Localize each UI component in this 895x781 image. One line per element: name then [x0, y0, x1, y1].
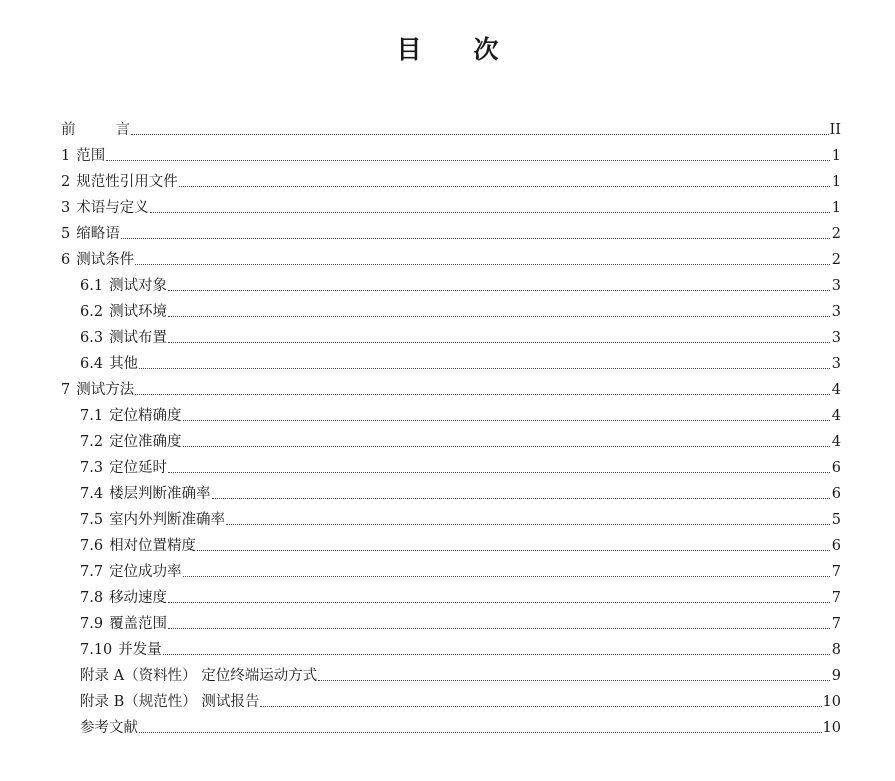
toc-entry-page-number: 3 [831, 330, 841, 346]
toc-entry[interactable] [61, 530, 841, 556]
toc-entry-text: 测试条件 [76, 252, 135, 268]
toc-entry-page-number: 8 [831, 642, 841, 658]
toc-entry-text: 测试方法 [76, 382, 135, 398]
toc-entry[interactable] [61, 478, 841, 504]
toc-entry-page-number: 2 [831, 226, 841, 242]
toc-entry-number: 6.1 [80, 278, 104, 294]
toc-entry-page-number: 6 [831, 538, 841, 554]
toc-entry-label [80, 536, 196, 556]
toc-leader-dots [135, 264, 830, 265]
toc-leader-dots [197, 550, 830, 551]
toc-entry-label [61, 172, 178, 192]
toc-entry-number: 1 [61, 148, 71, 164]
toc-entry-text: 前 [61, 122, 76, 138]
toc-entry-page-number: 7 [831, 616, 841, 632]
toc-entry-page-number: 1 [831, 174, 841, 190]
toc-entry-label [80, 484, 211, 504]
toc-leader-dots [318, 680, 830, 681]
toc-leader-dots [106, 160, 830, 161]
toc-entry[interactable] [61, 452, 841, 478]
toc-entry-text: 室内外判断准确率 [109, 512, 226, 528]
toc-entry-label [61, 146, 105, 166]
toc-entry-text: 缩略语 [76, 226, 120, 242]
toc-entry[interactable] [61, 556, 841, 582]
toc-leader-dots [168, 342, 830, 343]
toc-entry-number: 7.6 [80, 538, 104, 554]
toc-entry-number: 6.4 [80, 356, 104, 372]
toc-entry-label [61, 250, 134, 270]
toc-entry-text: 移动速度 [109, 590, 168, 606]
toc-leader-dots [168, 290, 830, 291]
toc-entry[interactable] [61, 114, 841, 140]
toc-entry-page-number: 10 [822, 720, 841, 736]
toc-entry[interactable] [61, 582, 841, 608]
toc-entry-label [61, 198, 149, 218]
toc-entry-number: 6.2 [80, 304, 104, 320]
toc-entry-label [61, 224, 120, 244]
toc-entry-text: 测试对象 [109, 278, 168, 294]
toc-entry-page-number: 9 [831, 668, 841, 684]
toc-entry-label [80, 718, 138, 738]
toc-entry[interactable] [61, 322, 841, 348]
toc-entry-text: 定位精确度 [109, 408, 182, 424]
toc-leader-dots [139, 732, 822, 733]
toc-entry-page-number: 1 [831, 148, 841, 164]
toc-entry[interactable] [61, 426, 841, 452]
toc-entry-text: 范围 [76, 148, 106, 164]
toc-entry[interactable] [61, 192, 841, 218]
toc-entry-label [80, 354, 138, 374]
toc-entry-number: 6 [61, 252, 71, 268]
toc-leader-dots [168, 602, 830, 603]
toc-entry-page-number: 6 [831, 486, 841, 502]
toc-leader-dots [131, 134, 829, 135]
toc-entry-text: 参考文献 [80, 720, 138, 736]
toc-entry-number: 7.5 [80, 512, 104, 528]
toc-entry-page-number: 5 [831, 512, 841, 528]
toc-entry-page-number: 4 [831, 382, 841, 398]
toc-entry-number: 7.2 [80, 434, 104, 450]
toc-entry-number: 3 [61, 200, 71, 216]
toc-entry-number: 7.9 [80, 616, 104, 632]
toc-entry-text: 楼层判断准确率 [109, 486, 211, 502]
toc-entry-label [80, 510, 225, 530]
toc-leader-dots [168, 316, 830, 317]
toc-entry-text: 定位延时 [109, 460, 168, 476]
toc-entry[interactable] [61, 504, 841, 530]
toc-leader-dots [226, 524, 830, 525]
toc-entry-page-number: 4 [831, 434, 841, 450]
toc-entry-page-number: 1 [831, 200, 841, 216]
toc-entry-page-number: 4 [831, 408, 841, 424]
toc-entry-number: 7.1 [80, 408, 104, 424]
toc-entry[interactable] [61, 140, 841, 166]
toc-entry-number: 7.4 [80, 486, 104, 502]
toc-entry-number: 7 [61, 382, 71, 398]
toc-entry-number: 5 [61, 226, 71, 242]
toc-entry-number: 7.8 [80, 590, 104, 606]
toc-leader-dots [163, 654, 830, 655]
toc-leader-dots [212, 498, 830, 499]
toc-leader-dots [183, 446, 830, 447]
toc-entry[interactable] [61, 348, 841, 374]
toc-entry-label [80, 302, 167, 322]
toc-entry[interactable] [61, 660, 841, 686]
toc-entry-page-number: 7 [831, 564, 841, 580]
toc-entry[interactable] [61, 608, 841, 634]
toc-entry-text: 规范性引用文件 [76, 174, 178, 190]
toc-entry-page-number: 10 [822, 694, 841, 710]
toc-entry[interactable] [61, 244, 841, 270]
toc-leader-dots [135, 394, 830, 395]
toc-entry[interactable] [61, 166, 841, 192]
toc-entry-label [61, 380, 134, 400]
toc-entry[interactable] [61, 400, 841, 426]
toc-leader-dots [179, 186, 830, 187]
toc-entry-page-number: 6 [831, 460, 841, 476]
toc-entry-page-number: II [829, 122, 841, 138]
toc-entry-page-number: 2 [831, 252, 841, 268]
toc-leader-dots [150, 212, 830, 213]
toc-entry[interactable] [61, 686, 841, 712]
toc-entry-label [80, 588, 167, 608]
toc-entry[interactable] [61, 712, 841, 738]
toc-entry-text: 言 [115, 122, 130, 138]
toc-entry-number: 7.3 [80, 460, 104, 476]
toc-entry-text: 术语与定义 [76, 200, 149, 216]
toc-leader-dots [121, 238, 830, 239]
toc-entry-page-number: 3 [831, 356, 841, 372]
toc-entry-label [80, 276, 167, 296]
toc-entry-text: 并发量 [118, 642, 162, 658]
toc-entry-text: 测试布置 [109, 330, 168, 346]
toc-entry[interactable] [61, 218, 841, 244]
toc-entry-page-number: 3 [831, 304, 841, 320]
toc-leader-dots [183, 420, 830, 421]
toc-entry-text: 其他 [109, 356, 139, 372]
toc-leader-dots [168, 472, 830, 473]
toc-leader-dots [139, 368, 830, 369]
toc-entry-text: 相对位置精度 [109, 538, 197, 554]
toc-leader-dots [260, 706, 821, 707]
toc-title-char-2: 次 [473, 35, 499, 64]
toc-entry-page-number: 3 [831, 278, 841, 294]
toc-title [0, 30, 895, 66]
table-of-contents [61, 114, 841, 738]
toc-entry-label [80, 692, 259, 712]
toc-entry-page-number: 7 [831, 590, 841, 606]
toc-leader-dots [183, 576, 830, 577]
toc-title-char-1: 目 [396, 35, 422, 64]
toc-entry-label [80, 458, 167, 478]
toc-entry-text: 定位准确度 [109, 434, 182, 450]
toc-entry-text: 附录 B（规范性） 测试报告 [80, 694, 260, 710]
toc-entry-label [80, 666, 317, 686]
toc-entry[interactable] [61, 634, 841, 660]
toc-entry-text: 附录 A（资料性） 定位终端运动方式 [80, 668, 318, 684]
toc-entry[interactable] [61, 296, 841, 322]
toc-entry-label [80, 640, 162, 660]
toc-entry-label [61, 120, 130, 140]
toc-entry-number: 2 [61, 174, 71, 190]
toc-entry-label [80, 328, 167, 348]
toc-entry-number: 7.10 [80, 642, 113, 658]
toc-entry[interactable] [61, 374, 841, 400]
toc-entry-label [80, 614, 167, 634]
toc-entry-label [80, 432, 182, 452]
toc-entry-label [80, 406, 182, 426]
toc-entry-number: 6.3 [80, 330, 104, 346]
toc-entry-text: 覆盖范围 [109, 616, 168, 632]
toc-entry-label [80, 562, 182, 582]
toc-entry-number: 7.7 [80, 564, 104, 580]
toc-entry-text: 定位成功率 [109, 564, 182, 580]
toc-entry-text: 测试环境 [109, 304, 168, 320]
toc-leader-dots [168, 628, 830, 629]
toc-entry[interactable] [61, 270, 841, 296]
